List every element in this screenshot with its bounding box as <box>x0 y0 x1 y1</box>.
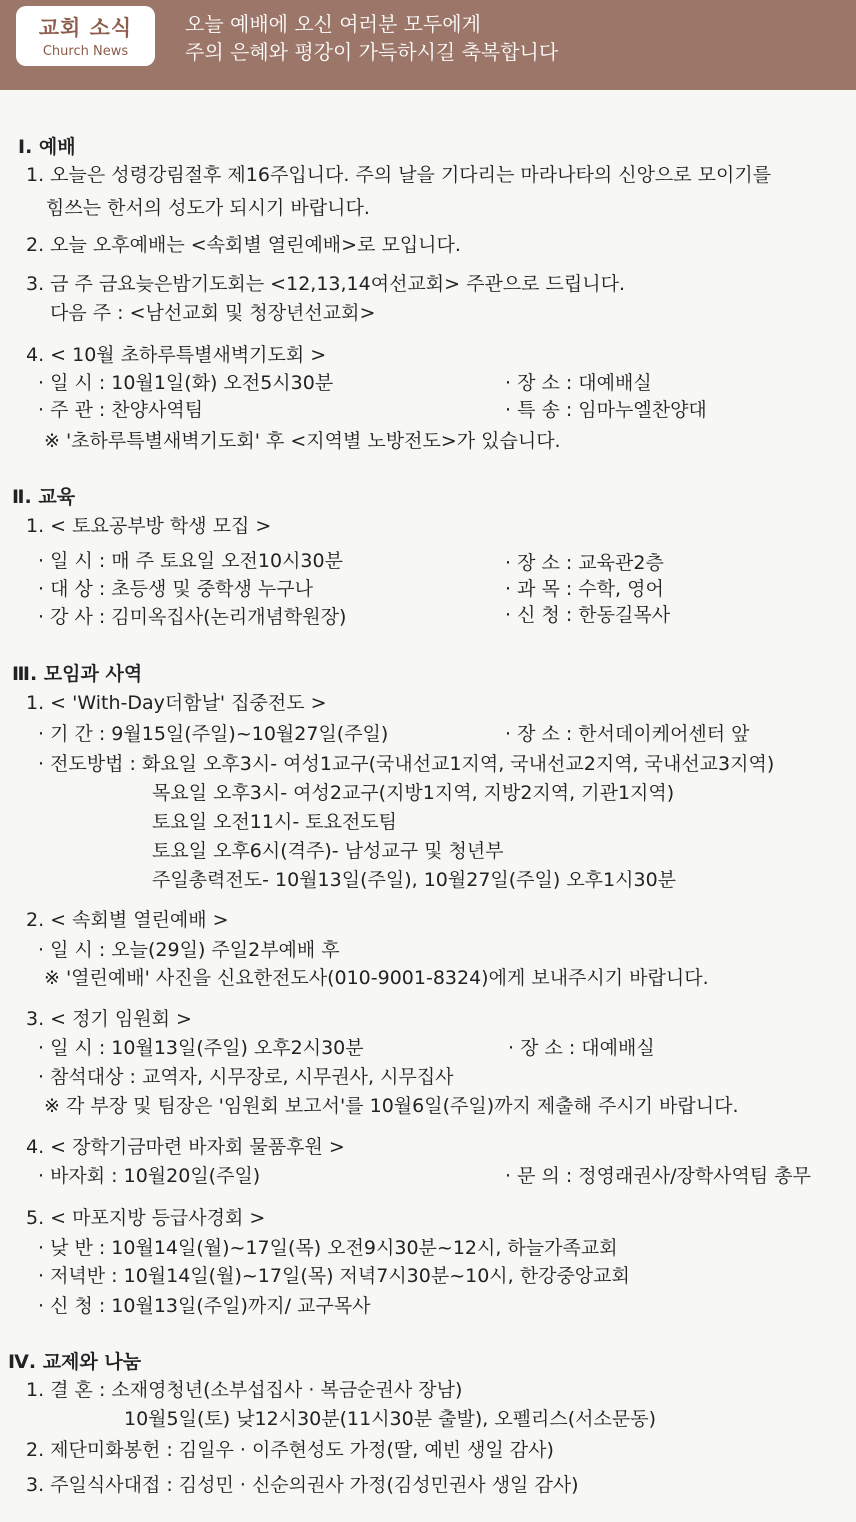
notice-line: 2. < 속회별 열린예배 > <box>26 909 229 931</box>
detail-line: 토요일 오후6시(격주)- 남성교구 및 청년부 <box>152 840 504 862</box>
detail-line: · 저녁반 : 10월14일(월)~17일(목) 저녁7시30분~10시, 한강중앙교회 <box>38 1265 630 1287</box>
section-heading: Ⅰ. 예배 <box>18 136 76 158</box>
note-line: ※ '초하루특별새벽기도회' 후 <지역별 노방전도>가 있습니다. <box>44 430 561 452</box>
notice-line: 1. < 토요공부방 학생 모집 > <box>26 515 272 537</box>
notice-line: 2. 오늘 오후예배는 <속회별 열린예배>로 모입니다. <box>26 234 461 256</box>
detail-line: 목요일 오후3시- 여성2교구(지방1지역, 지방2지역, 기관1지역) <box>152 782 675 804</box>
detail-line: · 일 시 : 10월1일(화) 오전5시30분 <box>38 372 334 394</box>
detail-line: · 장 소 : 대예배실 <box>505 372 652 394</box>
notice-line: 1. 오늘은 성령강림절후 제16주입니다. 주의 날을 기다리는 마라나타의 신앙으로 모이기를 <box>26 164 772 186</box>
detail-line: · 참석대상 : 교역자, 시무장로, 시무권사, 시무집사 <box>38 1066 454 1088</box>
church-news-badge <box>16 6 155 66</box>
note-line: ※ '열린예배' 사진을 신요한전도사(010-9001-8324)에게 보내주시기 바랍니다. <box>44 967 709 989</box>
detail-line: · 장 소 : 교육관2층 <box>505 552 664 574</box>
detail-line: · 일 시 : 10월13일(주일) 오후2시30분 <box>38 1037 364 1059</box>
note-line: ※ 각 부장 및 팀장은 '임원회 보고서'를 10월6일(주일)까지 제출해 주시기 바랍니다. <box>44 1095 739 1117</box>
notice-line: 3. < 정기 임원회 > <box>26 1008 192 1030</box>
detail-line: · 장 소 : 한서데이케어센터 앞 <box>505 723 750 745</box>
section-heading: Ⅱ. 교육 <box>12 486 76 508</box>
detail-line: · 과 목 : 수학, 영어 <box>505 578 664 600</box>
notice-line: 1. < 'With-Day더함날' 집중전도 > <box>26 692 327 714</box>
header-banner <box>0 0 856 90</box>
detail-line: · 장 소 : 대예배실 <box>508 1037 655 1059</box>
detail-line: · 특 송 : 임마누엘찬양대 <box>505 399 707 421</box>
notice-line: 4. < 장학기금마련 바자회 물품후원 > <box>26 1136 345 1158</box>
detail-line: · 일 시 : 오늘(29일) 주일2부예배 후 <box>38 939 340 961</box>
greeting-line-1: 오늘 예배에 오신 여러분 모두에게 <box>185 12 481 36</box>
badge-title-ko: 교회 소식 <box>38 16 133 40</box>
section-heading: Ⅲ. 모임과 사역 <box>12 663 143 685</box>
detail-line: · 일 시 : 매 주 토요일 오전10시30분 <box>38 550 343 572</box>
notice-line: 2. 제단미화봉헌 : 김일우 · 이주현성도 가정(딸, 예빈 생일 감사) <box>26 1439 554 1461</box>
section-heading: Ⅳ. 교제와 나눔 <box>8 1351 142 1373</box>
notice-line: 5. < 마포지방 등급사경회 > <box>26 1207 266 1229</box>
detail-line: 주일총력전도- 10월13일(주일), 10월27일(주일) 오후1시30분 <box>152 869 677 891</box>
detail-line: · 낮 반 : 10월14일(월)~17일(목) 오전9시30분~12시, 하늘가족교회 <box>38 1237 618 1259</box>
notice-line: 힘쓰는 한서의 성도가 되시기 바랍니다. <box>46 197 370 219</box>
notice-line: 1. 결 혼 : 소재영청년(소부섭집사 · 복금순권사 장남) <box>26 1379 463 1401</box>
notice-line: 3. 주일식사대접 : 김성민 · 신순의권사 가정(김성민권사 생일 감사) <box>26 1474 579 1496</box>
notice-line: 다음 주 : <남선교회 및 청장년선교회> <box>50 302 376 324</box>
detail-line: · 주 관 : 찬양사역팀 <box>38 399 204 421</box>
detail-line: · 문 의 : 정영래권사/장학사역팀 총무 <box>505 1165 811 1187</box>
detail-line: · 신 청 : 한동길목사 <box>505 604 671 626</box>
detail-line: · 대 상 : 초등생 및 중학생 누구나 <box>38 578 313 600</box>
detail-line: · 기 간 : 9월15일(주일)~10월27일(주일) <box>38 723 389 745</box>
notice-line: 4. < 10월 초하루특별새벽기도회 > <box>26 344 327 366</box>
detail-line: · 바자회 : 10월20일(주일) <box>38 1165 261 1187</box>
detail-line: 토요일 오전11시- 토요전도팀 <box>152 811 398 833</box>
notice-line: 3. 금 주 금요늦은밤기도회는 <12,13,14여선교회> 주관으로 드립니다. <box>26 273 625 295</box>
detail-line: · 신 청 : 10월13일(주일)까지/ 교구목사 <box>38 1295 371 1317</box>
detail-line: · 강 사 : 김미옥집사(논리개념학원장) <box>38 606 347 628</box>
badge-title-en: Church News <box>42 44 129 59</box>
notice-line: 10월5일(토) 낮12시30분(11시30분 출발), 오펠리스(서소문동) <box>124 1408 656 1430</box>
greeting-line-2: 주의 은혜와 평강이 가득하시길 축복합니다 <box>185 40 559 64</box>
detail-line: · 전도방법 : 화요일 오후3시- 여성1교구(국내선교1지역, 국내선교2지역, 국내선교3지역) <box>38 753 775 775</box>
